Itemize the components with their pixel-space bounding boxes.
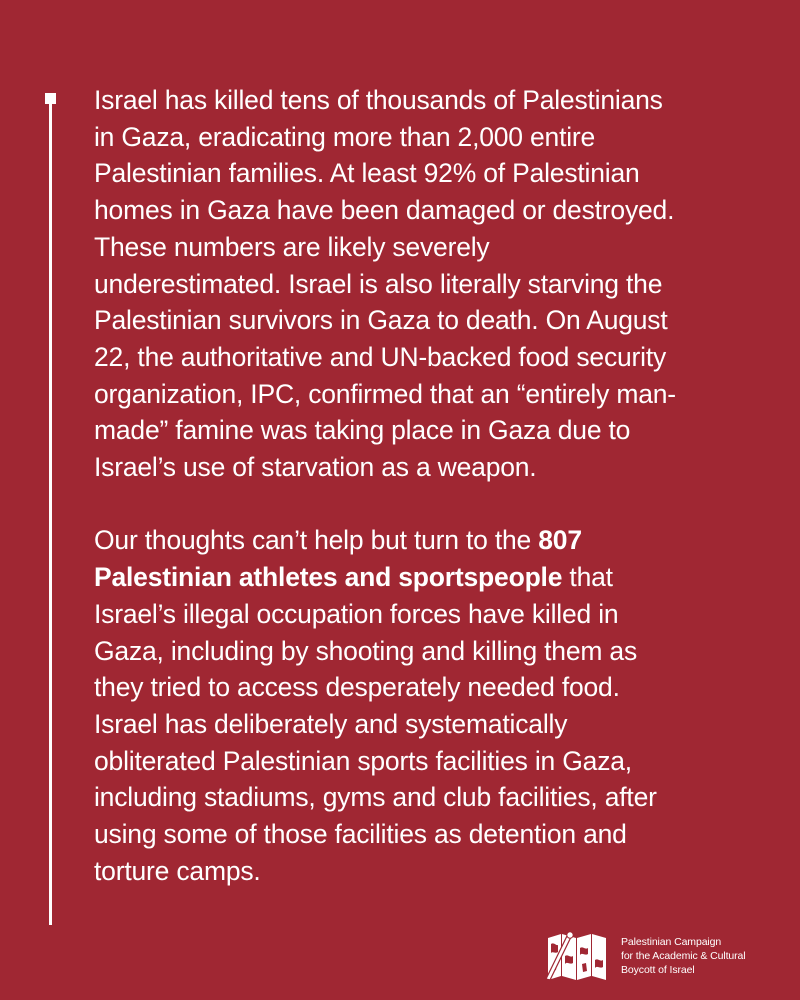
paragraph-2-line: obliterated Palestinian sports facilities in Gaza, <box>94 745 632 776</box>
athletes-count: 807 <box>538 525 582 556</box>
paragraph-1-line: Israel’s use of starvation as a weapon. <box>94 452 537 483</box>
paragraph-2-line: using some of those facilities as detention and <box>94 819 627 850</box>
paragraph-1 <box>94 82 754 486</box>
paragraph-1-line: Palestinian families. At least 92% of Palestinian <box>94 158 640 189</box>
paragraph-2-line: Gaza, including by shooting and killing them as <box>94 635 638 666</box>
organization-name-line: Boycott of Israel <box>621 964 695 976</box>
paragraph-1-line: 22, the authoritative and UN-backed food security <box>94 341 667 372</box>
paragraph-1-line: organization, IPC, confirmed that an “entirely man- <box>94 378 676 409</box>
paragraph-2-line: including stadiums, gyms and club facilities, after <box>94 782 657 813</box>
paragraph-1-line: These numbers are likely severely <box>94 231 490 262</box>
organization-logo <box>545 930 746 982</box>
paragraph-2 <box>94 522 754 889</box>
body-text <box>94 82 754 889</box>
paragraph-1-line: made” famine was taking place in Gaza due to <box>94 415 631 446</box>
paragraph-2-text: that <box>562 562 613 593</box>
paragraph-2-line <box>94 559 754 596</box>
paragraph-1-line: underestimated. Israel is also literally starving the <box>94 268 663 299</box>
paragraph-2-line: Israel has deliberately and systematically <box>94 708 568 739</box>
paragraph-1-line: Palestinian survivors in Gaza to death. On August <box>94 305 668 336</box>
paragraph-1-line: homes in Gaza have been damaged or destroyed. <box>94 195 675 226</box>
paragraph-2-line: torture camps. <box>94 855 261 886</box>
organization-name <box>621 935 746 977</box>
organization-name-line: for the Academic & Cultural <box>621 950 746 962</box>
paragraph-2-line: Israel’s illegal occupation forces have killed in <box>94 598 619 629</box>
paragraph-2-line <box>94 522 754 559</box>
organization-name-line: Palestinian Campaign <box>621 936 722 948</box>
athletes-emphasis: Palestinian athletes and sportspeople <box>94 562 563 593</box>
paragraph-1-line: in Gaza, eradicating more than 2,000 entire <box>94 121 596 152</box>
paragraph-1-line: Israel has killed tens of thousands of Palestinians <box>94 85 663 115</box>
vertical-divider <box>49 99 52 925</box>
paragraph-2-lead-text: Our thoughts can’t help but turn to the <box>94 525 539 556</box>
paragraph-2-line: they tried to access desperately needed food. <box>94 672 620 703</box>
pacbi-map-logo-icon <box>545 930 611 982</box>
